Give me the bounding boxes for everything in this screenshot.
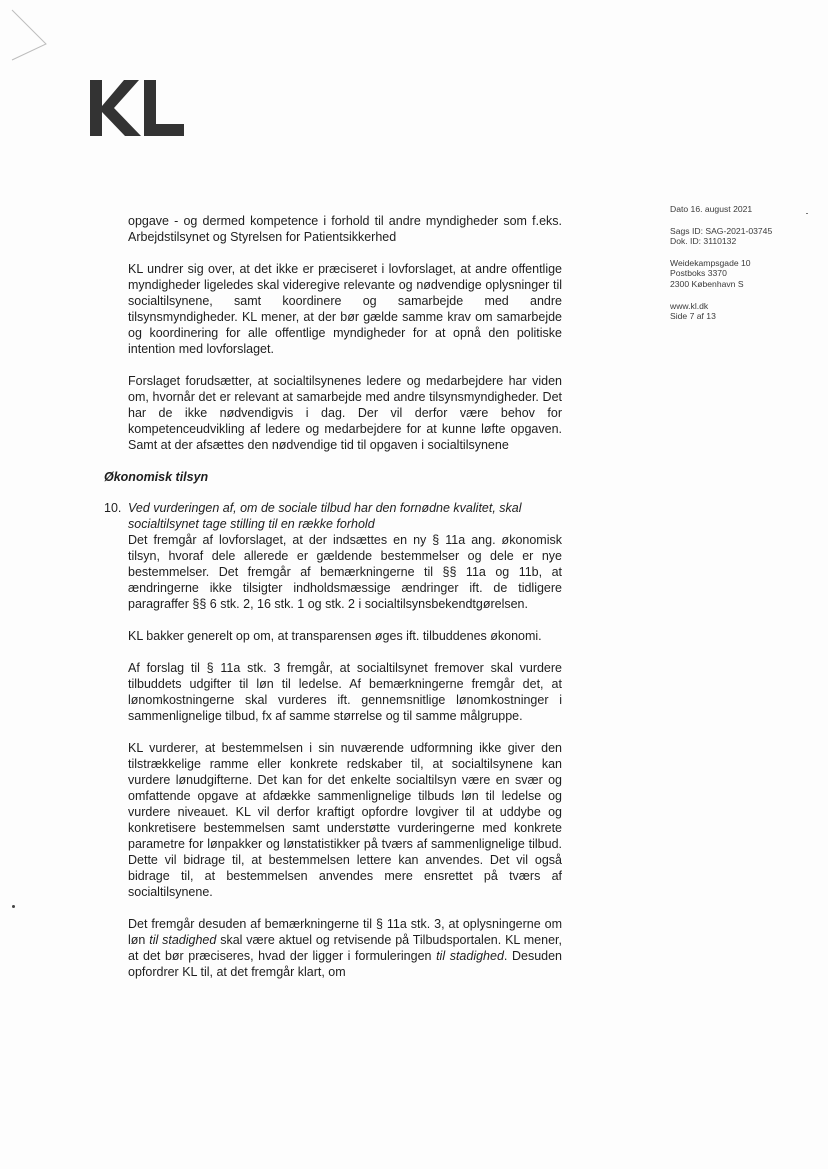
document-id: Dok. ID: 3110132 <box>670 236 737 247</box>
paragraph: KL vurderer, at bestemmelsen i sin nuværende udformning ikke giver den tilstrækkelige ramme eller konkrete redskaber til, at socialtilsynene kan vurdere lønudgifterne. Det kan for det enkelte socialtilsyn være en svær og omfattende opgave at afdække sammenlignelige tilbuds løn til ledelse og vurdere niveauet. KL vil derfor kraftigt opfordre lovgiver til at uddybe og konkretisere bestemmelsen samt understøtte vurderingerne med konkrete parametre for lønpakker og lønstatistikker på tværs af sammenlignelige tilbud. Dette vil bidrage til, at bestemmelsen lettere kan anvendes. Det vil også bidrage til, at bestemmelsen anvendes mere ensrettet på tværs af socialtilsynene. <box>128 740 562 899</box>
paragraph: Forslaget forudsætter, at socialtilsynenes ledere og medarbejdere har viden om, hvornår det er relevant at samarbejde med andre tilsynsmyndigheder. Det har de ikke nødvendigvis i dag. Der vil derfor være behov for kompetenceudvikling af ledere og medarbejdere for at kunne løfte opgaven. Samt at der afsættes den nødvendige tid til opgaven i socialtilsynene <box>128 373 562 452</box>
scan-speck <box>12 905 15 908</box>
letter-body <box>92 200 562 980</box>
page-corner-mark <box>8 8 52 64</box>
document-meta <box>670 204 820 333</box>
paragraph: opgave - og dermed kompetence i forhold til andre myndigheder som f.eks. Arbejdstilsynet og Styrelsen for Patientsikkerhed <box>128 213 562 244</box>
address-line: 2300 København S <box>670 278 744 289</box>
scan-speck <box>806 213 808 214</box>
numbered-item <box>92 500 562 532</box>
page-number: Side 7 af 13 <box>670 311 716 322</box>
paragraph: Det fremgår af lovforslaget, at der indsættes en ny § 11a ang. økonomisk tilsyn, hvoraf dele allerede er gældende bestemmelser og dele er nye bestemmelser. Det fremgår af bemærkningerne til §§ 11a og 11b, at ændringerne ikke tilsigter indholdsmæssige ændringer ift. de tidligere paragraffer §§ 6 stk. 2, 16 stk. 1 og stk. 2 i socialtilsynsbekendtgørelsen. <box>128 532 562 611</box>
website-link[interactable]: www.kl.dk <box>670 300 709 311</box>
paragraph: Af forslag til § 11a stk. 3 fremgår, at socialtilsynet fremover skal vurdere tilbuddets udgifter til løn til ledelse. Af bemærkningerne fremgår det, at lønomkostningerne skal vurderes ift. gennemsnitlige lønomkostninger i sammenlignelige tilbud, fx af samme størrelse og til samme målgruppe. <box>128 660 562 723</box>
case-id: Sags ID: SAG-2021-03745 <box>670 225 773 236</box>
item-title: Ved vurderingen af, om de sociale tilbud har den fornødne kvalitet, skal socialtilsynet tage stilling til en række forhold <box>128 500 522 531</box>
item-number: 10. <box>104 500 122 515</box>
kl-logo <box>90 80 186 136</box>
section-heading: Økonomisk tilsyn <box>104 469 209 484</box>
address-line: Weidekampsgade 10 <box>670 257 751 268</box>
paragraph: Det fremgår desuden af bemærkningerne til § 11a stk. 3, at oplysningerne om løn til stadighed skal være aktuel og retvisende på Tilbudsportalen. KL mener, at det bør præciseres, hvad der ligger i formuleringen til stadighed. Desuden opfordrer KL til, at det fremgår klart, om <box>128 916 563 979</box>
document-date: Dato 16. august 2021 <box>670 204 753 214</box>
address-line: Postboks 3370 <box>670 268 727 279</box>
paragraph: KL undrer sig over, at det ikke er præciseret i lovforslaget, at andre offentlige myndigheder ligeledes skal videregive relevante og nødvendige oplysninger til socialtilsynene, samt koordinere og samarbejde med andre tilsynsmyndigheder. KL mener, at der bør gælde samme krav om samarbejde og koordinering for alle offentlige myndigheder for at opnå den politiske intention med lovforslaget. <box>128 261 562 356</box>
paragraph: KL bakker generelt op om, at transparensen øges ift. tilbuddenes økonomi. <box>128 628 542 643</box>
